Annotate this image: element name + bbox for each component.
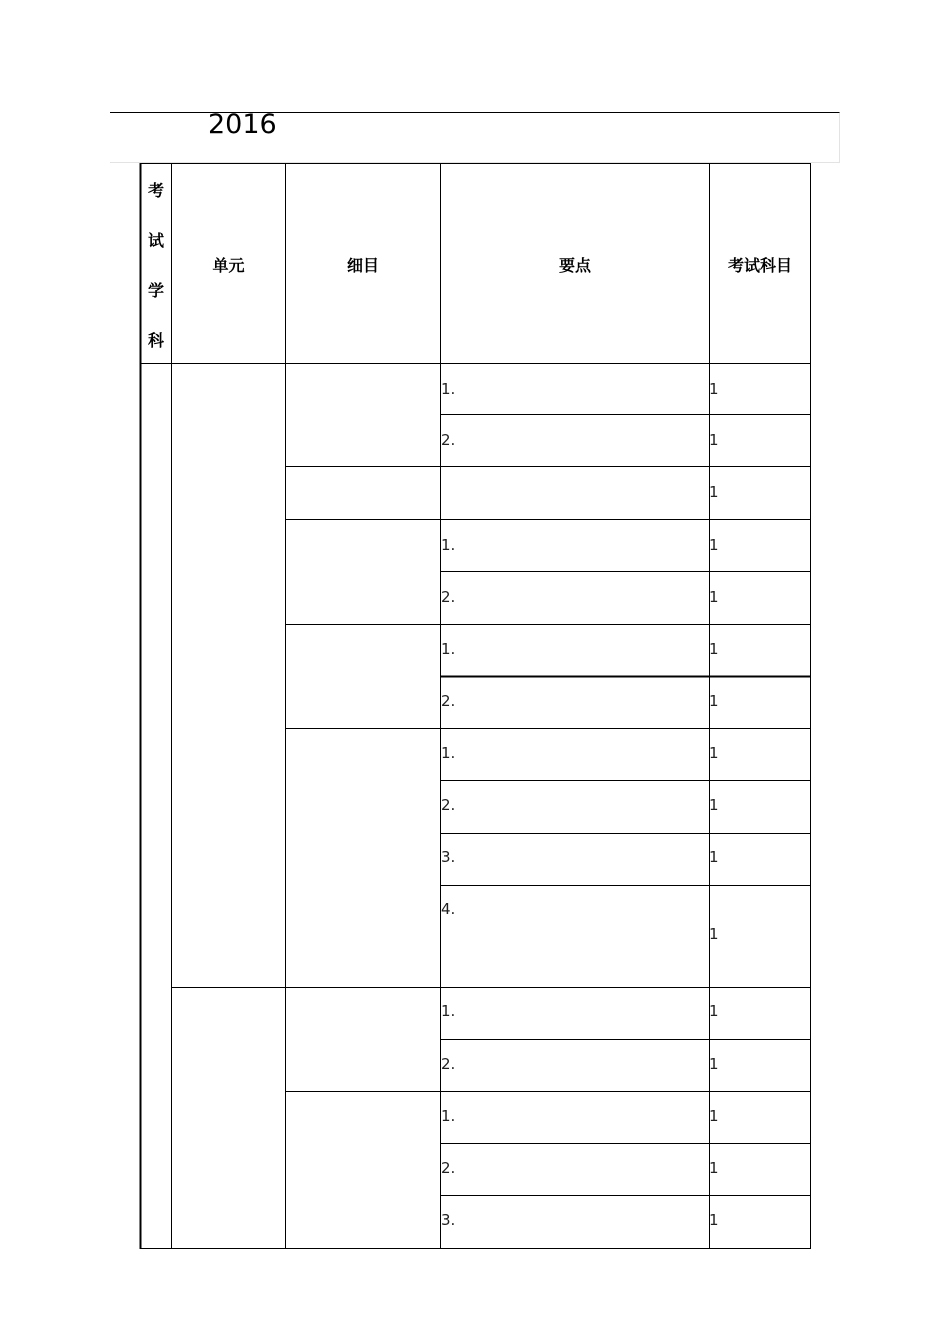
year-label: 2016 bbox=[208, 109, 277, 140]
row-point: 3. bbox=[441, 1211, 456, 1229]
row-subject: 1 bbox=[709, 431, 719, 449]
header-unit: 单元 bbox=[212, 256, 245, 275]
row-subject: 1 bbox=[709, 692, 719, 710]
row-subject: 1 bbox=[709, 1055, 719, 1073]
header-subject-char-3: 学 bbox=[147, 281, 164, 300]
row-subject: 1 bbox=[709, 380, 719, 398]
row-subject: 1 bbox=[709, 1107, 719, 1125]
row-point: 2. bbox=[441, 796, 456, 814]
row-point: 1. bbox=[441, 536, 456, 554]
header-subject-char-1: 考 bbox=[147, 181, 164, 200]
row-point: 1. bbox=[441, 1107, 456, 1125]
header-exam-subject: 考试科目 bbox=[727, 256, 792, 275]
row-point: 2. bbox=[441, 692, 456, 710]
row-point: 1. bbox=[441, 640, 456, 658]
header-item: 细目 bbox=[346, 256, 379, 275]
row-subject: 1 bbox=[709, 483, 719, 501]
row-subject: 1 bbox=[709, 588, 719, 606]
row-subject: 1 bbox=[709, 1211, 719, 1229]
header-points: 要点 bbox=[558, 256, 591, 275]
row-point: 2. bbox=[441, 588, 456, 606]
header-subject-char-4: 科 bbox=[147, 331, 164, 350]
row-subject: 1 bbox=[709, 1002, 719, 1020]
row-subject: 1 bbox=[709, 1159, 719, 1177]
header-subject-char-2: 试 bbox=[147, 231, 164, 250]
row-subject: 1 bbox=[709, 848, 719, 866]
row-point: 2. bbox=[441, 1159, 456, 1177]
row-point: 4. bbox=[441, 900, 456, 918]
row-point: 2. bbox=[441, 431, 456, 449]
row-point: 1. bbox=[441, 1002, 456, 1020]
row-subject: 1 bbox=[709, 744, 719, 762]
row-subject: 1 bbox=[709, 796, 719, 814]
row-subject: 1 bbox=[709, 925, 719, 943]
row-point: 1. bbox=[441, 380, 456, 398]
row-point: 3. bbox=[441, 848, 456, 866]
row-point: 2. bbox=[441, 1055, 456, 1073]
row-point: 1. bbox=[441, 744, 456, 762]
row-subject: 1 bbox=[709, 640, 719, 658]
row-subject: 1 bbox=[709, 536, 719, 554]
